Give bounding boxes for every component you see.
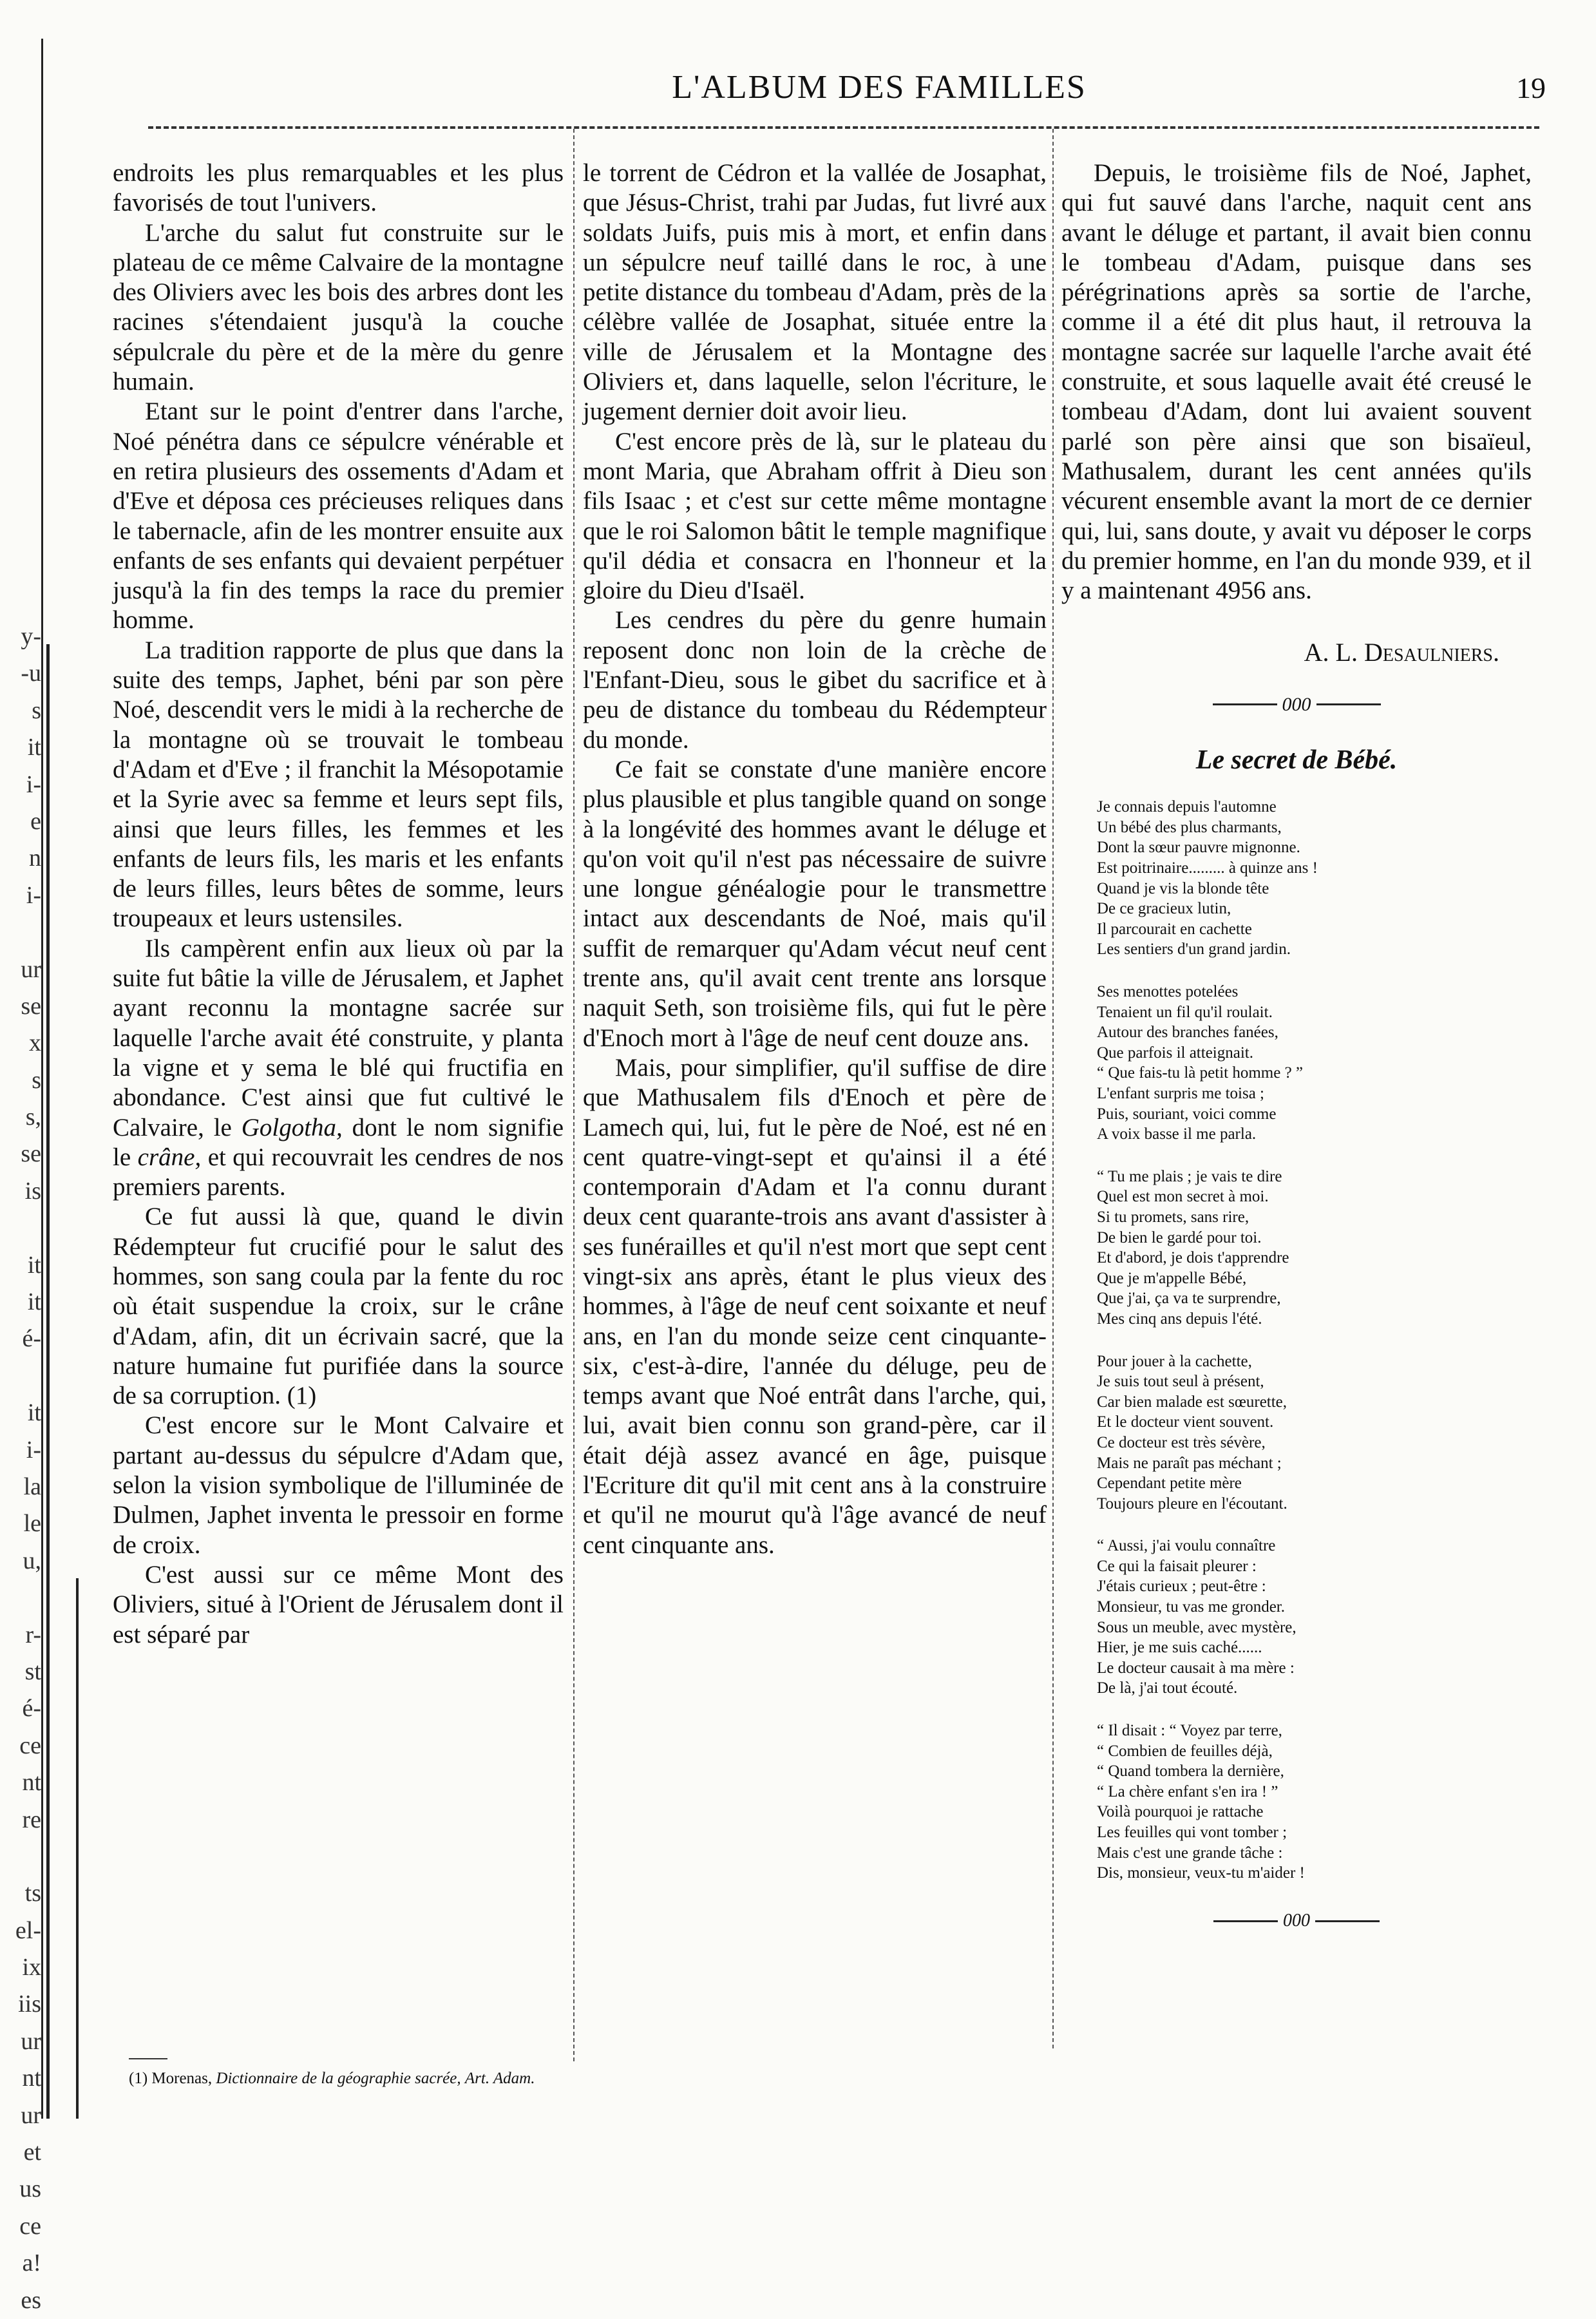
- section-separator: [1061, 689, 1532, 720]
- bleed-fragment: u,: [23, 1547, 41, 1574]
- poem-line: Mes cinq ans depuis l'été.: [1097, 1310, 1262, 1328]
- paragraph: Les cendres du père du genre humain reposent donc non loin de la crèche de l'Enfant-Dieu, sous le gibet du sacrifice et à peu de distance du tombeau du Rédempteur du monde.: [583, 606, 1047, 754]
- poem-line: “ Que fais-tu là petit homme ? ”: [1097, 1064, 1304, 1082]
- bleed-fragment: ur: [21, 2101, 41, 2129]
- poem-line: Que j'ai, ça va te surprendre,: [1097, 1290, 1281, 1308]
- bleed-fragment: ur: [21, 955, 41, 983]
- column-2: [583, 158, 1047, 1560]
- poem-line: Pour jouer à la cachette,: [1097, 1352, 1252, 1370]
- poem-line: “ Aussi, j'ai voulu connaître: [1097, 1537, 1276, 1555]
- bleed-fragment: it: [27, 1399, 41, 1427]
- poem-line: “ Combien de feuilles déjà,: [1097, 1742, 1273, 1760]
- poem-line: Le docteur causait à ma mère :: [1097, 1659, 1295, 1677]
- bleed-fragment: e: [30, 807, 41, 835]
- poem-stanza: [1097, 982, 1532, 1145]
- poem-line: Mais c'est une grande tâche :: [1097, 1844, 1283, 1862]
- bleed-fragment: [1, 1358, 41, 1395]
- bleed-fragment: it: [27, 1288, 41, 1316]
- poem-line: Hier, je me suis caché......: [1097, 1639, 1262, 1657]
- poem-stanza: [1097, 1167, 1532, 1330]
- column-3: [1061, 158, 1532, 1936]
- bleed-fragment: re: [22, 1806, 41, 1833]
- paragraph: Mais, pour simplifier, qu'il suffise de dire que Mathusalem fils d'Enoch et père de Lamech qui, lui, fut le père de Noé, est né en cent quatre-vingt-sept et qu'ainsi il a été contemporain d'Adam et l'a connu durant deux cent quarante-trois ans avant d'assister à ses funérailles et qu'il n'est mort que sept cent vingt-six ans après, étant le plus vieux des hommes, à l'âge de neuf cent soixante et neuf ans, en l'an du monde seize cent cinquante-six, c'est-à-dire, l'année du déluge, peu de temps avant que Noé entrât dans l'arche, qui, lui, avait bien connu son grand-père, car il était déjà assez avancé en âge, puisque l'Ecriture dit qu'il mit cent ans à la construire et qu'il ne mourut qu'à l'âge avancé de neuf cent cinquante ans.: [583, 1053, 1047, 1559]
- paragraph: C'est encore sur le Mont Calvaire et partant au-dessus du sépulcre d'Adam que, selon la vision symbolique de l'illuminée de Dulmen, Japhet inventa le pressoir en forme de croix.: [113, 1411, 564, 1559]
- end-separator: [1061, 1905, 1532, 1936]
- poem-line: Il parcourait en cachette: [1097, 920, 1252, 938]
- bleed-fragment: us: [19, 2175, 41, 2203]
- poem-line: Quel est mon secret à moi.: [1097, 1188, 1269, 1206]
- bleed-fragment: i-: [26, 770, 41, 798]
- poem-line: Si tu promets, sans rire,: [1097, 1208, 1249, 1226]
- poem-line: De bien le gardé pour toi.: [1097, 1228, 1262, 1246]
- poem-line: De ce gracieux lutin,: [1097, 900, 1231, 918]
- bleed-fragment: la: [23, 1473, 41, 1500]
- bleed-fragment: st: [24, 1657, 41, 1685]
- bleed-fragment: i-: [26, 881, 41, 909]
- footnote: [129, 2068, 567, 2089]
- paragraph: Etant sur le point d'entrer dans l'arche, Noé pénétra dans ce sépulcre vénérable et en retira plusieurs des ossements d'Adam et d'Eve et déposa ces précieuses reliques dans le tabernacle, afin de les montrer ensuite aux enfants de ses enfants qui devaient perpétuer jusqu'à la fin des temps la race du premier homme.: [113, 397, 564, 635]
- text: Ils campèrent enfin aux lieux où par la suite fut bâtie la ville de Jérusalem, et Japhet ayant reconnu la montagne sacrée sur laquelle l'arche avait été construite, y planta la vigne et y sema le blé qui fructifia en abondance. C'est ainsi que fut cultivé le Calvaire, le: [113, 934, 564, 1141]
- poem-line: Dont la sœur pauvre mignonne.: [1097, 839, 1300, 857]
- bleed-fragment: é-: [22, 1325, 41, 1353]
- bleed-fragment: le: [23, 1510, 41, 1538]
- bleed-fragment: [1, 1210, 41, 1246]
- paragraph: La tradition rapporte de plus que dans la suite des temps, Japhet, béni par son père Noé, descendit vers le midi à la recherche de la montagne où se trouvait le tombeau d'Adam et d'Eve ; il franchit la Mésopotamie et la Syrie avec sa femme et leurs sept fils, ainsi que leurs filles, les femmes et les enfants de leurs fils, les maris et les enfants de leurs filles, leurs bêtes de somme, leurs troupeaux et leurs ustensiles.: [113, 636, 564, 933]
- separator-line: [1213, 1920, 1278, 1922]
- bleed-fragment: ur: [21, 2027, 41, 2055]
- poem-line: Puis, souriant, voici comme: [1097, 1105, 1277, 1123]
- bleed-fragment: a!: [22, 2249, 41, 2277]
- poem-line: Les sentiers d'un grand jardin.: [1097, 940, 1291, 959]
- poem-line: Autour des branches fanées,: [1097, 1024, 1278, 1042]
- bleed-fragment: r-: [25, 1621, 41, 1648]
- bleed-fragment: it: [27, 1251, 41, 1279]
- poem-title: Le secret de Bébé.: [1195, 745, 1398, 775]
- author-signature: A. L. Desaulniers.: [1304, 638, 1499, 667]
- header-rule: [148, 126, 1539, 129]
- poem-line: Toujours pleure en l'écoutant.: [1097, 1494, 1287, 1513]
- poem-line: Je connais depuis l'automne: [1097, 798, 1277, 816]
- bleed-fragment: ce: [19, 1732, 41, 1759]
- paragraph: [113, 934, 564, 1203]
- footnote-entry: Art. Adam.: [464, 2070, 535, 2087]
- publication-title: L'ALBUM DES FAMILLES: [672, 69, 1087, 106]
- poem-line: “ La chère enfant s'en ira ! ”: [1097, 1782, 1278, 1800]
- paragraph: L'arche du salut fut construite sur le plateau de ce même Calvaire de la montagne des Oliviers avec les bois des arbres dont les racines s'étendaient jusqu'à la couche sépulcrale du père et de la mère du genre humain.: [113, 218, 564, 396]
- poem-line: Que parfois il atteignait.: [1097, 1044, 1253, 1062]
- poem-line: Monsieur, tu vas me gronder.: [1097, 1598, 1286, 1616]
- separator-mark: 000: [1283, 1911, 1310, 1931]
- poem-line: Ce docteur est très sévère,: [1097, 1433, 1266, 1451]
- separator-line: [1316, 703, 1381, 705]
- poem-line: Un bébé des plus charmants,: [1097, 818, 1282, 836]
- bleed-fragment: x: [29, 1029, 41, 1057]
- separator-mark: 000: [1282, 693, 1311, 715]
- poem-line: Sous un meuble, avec mystère,: [1097, 1618, 1297, 1636]
- margin-rule: [41, 39, 43, 2119]
- bleed-fragment: -u: [21, 660, 41, 687]
- bleed-fragment: s: [32, 696, 41, 724]
- text: dont le nom signifie le: [113, 1113, 564, 1171]
- margin-rule: [76, 1578, 79, 2119]
- poem-stanza: [1097, 1536, 1532, 1699]
- bleed-fragment: [1, 1838, 41, 1875]
- separator-line: [1213, 703, 1277, 705]
- footnote-rule: [129, 2058, 167, 2059]
- bleed-fragment: se: [21, 1140, 41, 1168]
- bleed-fragment: ts: [24, 1880, 41, 1907]
- footnote-source: Dictionnaire de la géographie sacrée,: [216, 2070, 461, 2087]
- poem-line: Tenaient un fil qu'il roulait.: [1097, 1003, 1273, 1021]
- bleed-fragment: [1, 1579, 41, 1616]
- poem-line: Que je m'appelle Bébé,: [1097, 1269, 1247, 1287]
- text: et qui recouvrait les cendres de nos premiers parents.: [113, 1143, 564, 1201]
- paragraph: Depuis, le troisième fils de Noé, Japhet, qui fut sauvé dans l'arche, naquit cent ans avant le déluge et partant, il avait bien connu le tombeau d'Adam, puisque dans ses pérégrinations après sa sortie de l'arche, comme il a été dit plus haut, il retrouva la montagne sacrée sur laquelle l'arche avait été construite, et sous laquelle avait été creusé le tombeau d'Adam, dont lui avaient souvent parlé son père ainsi que son bisaïeul, Mathusalem, durant les cent années qu'ils vécurent ensemble avant la mort de ce dernier qui, lui, sans doute, y avait vu déposer le corps du premier homme, en l'an du monde 939, et il y a maintenant 4956 ans.: [1061, 159, 1532, 605]
- bleed-fragment: s,: [25, 1103, 41, 1131]
- bleed-fragment: y-: [21, 623, 41, 650]
- poem-line: Ses menottes potelées: [1097, 983, 1239, 1001]
- bleed-fragment: ce: [19, 2212, 41, 2240]
- bleed-fragment: nt: [22, 1769, 41, 1797]
- poem-line: “ Tu me plais ; je vais te dire: [1097, 1167, 1282, 1185]
- poem-stanza: [1097, 1721, 1532, 1884]
- poem-line: Voilà pourquoi je rattache: [1097, 1803, 1264, 1821]
- poem-line: A voix basse il me parla.: [1097, 1125, 1257, 1143]
- column-1: [113, 158, 564, 1650]
- bleed-fragment: ix: [22, 1954, 41, 1981]
- bleed-fragment: nt: [22, 2065, 41, 2092]
- bleed-fragment: es: [21, 2286, 41, 2314]
- binding-margin: [0, 0, 97, 2314]
- poem-line: De là, j'ai tout écouté.: [1097, 1679, 1238, 1697]
- poem-line: “ Quand tombera la dernière,: [1097, 1762, 1284, 1780]
- adjacent-page-bleed: [1, 618, 41, 2319]
- poem-line: Mais ne paraît pas méchant ;: [1097, 1454, 1282, 1472]
- poem-line: Car bien malade est sœurette,: [1097, 1393, 1287, 1411]
- poem-line: Dis, monsieur, veux-tu m'aider !: [1097, 1864, 1305, 1882]
- paragraph: Ce fut aussi là que, quand le divin Rédempteur fut crucifié pour le salut des hommes, son sang coula par la fente du roc où était suspendue la croix, sur le crâne d'Adam, afin, dit un écrivain sacré, que la nature humaine fut purifiée dans la source de sa corruption. (1): [113, 1203, 564, 1410]
- page-header: [129, 68, 1546, 120]
- paragraph: C'est encore près de là, sur le plateau du mont Maria, que Abraham offrit à Dieu son fils Isaac ; et c'est sur cette même montagne que le roi Salomon bâtit le temple magnifique qu'il dédia et consacra en l'honneur et la gloire du Dieu d'Isaël.: [583, 427, 1047, 605]
- bleed-fragment: iis: [18, 1990, 41, 2018]
- page-number: 19: [1516, 72, 1546, 104]
- bleed-fragment: i-: [26, 1436, 41, 1464]
- poem-line: Ce qui la faisait pleurer :: [1097, 1557, 1257, 1575]
- paragraph: le torrent de Cédron et la vallée de Josaphat, que Jésus-Christ, trahi par Judas, fut livré aux soldats Juifs, puis mis à mort, et enfin dans un sépulcre neuf taillé dans le roc, à une petite distance du tombeau d'Adam, près de la célèbre vallée de Josaphat, située entre la ville de Jérusalem et la Montagne des Oliviers et, dans laquelle, selon l'écriture, le jugement dernier doit avoir lieu.: [583, 159, 1047, 426]
- poem-line: Je suis tout seul à présent,: [1097, 1373, 1264, 1391]
- bleed-fragment: n: [29, 845, 41, 872]
- poem-line: Et d'abord, je dois t'apprendre: [1097, 1249, 1289, 1267]
- bleed-fragment: s: [32, 1066, 41, 1094]
- poem-line: Et le docteur vient souvent.: [1097, 1413, 1274, 1431]
- bleed-fragment: el-: [15, 1916, 41, 1944]
- bleed-fragment: is: [24, 1177, 41, 1205]
- paragraph: C'est aussi sur ce même Mont des Oliviers, situé à l'Orient de Jérusalem dont il est séparé par: [113, 1560, 564, 1648]
- footnote-mark: (1) Morenas,: [129, 2070, 213, 2087]
- column-divider: [573, 129, 575, 2061]
- poem-stanza: [1097, 797, 1532, 960]
- poem-line: Cependant petite mère: [1097, 1474, 1242, 1493]
- column-divider: [1052, 129, 1054, 2048]
- poem-stanza: [1097, 1351, 1532, 1514]
- bleed-fragment: it: [27, 734, 41, 761]
- poem-line: L'enfant surpris me toisa ;: [1097, 1085, 1264, 1103]
- paragraph: endroits les plus remarquables et les plus favorisés de tout l'univers.: [113, 159, 564, 217]
- italic-term: Golgotha,: [241, 1113, 343, 1141]
- margin-rule: [46, 644, 50, 2119]
- poem-line: Est poitrinaire......... à quinze ans !: [1097, 859, 1318, 877]
- poem-line: Quand je vis la blonde tête: [1097, 879, 1269, 897]
- bleed-fragment: [1, 914, 41, 951]
- poem: [1061, 797, 1532, 1884]
- bleed-fragment: et: [23, 2139, 41, 2166]
- bleed-fragment: se: [21, 992, 41, 1020]
- poem-line: “ Il disait : “ Voyez par terre,: [1097, 1722, 1282, 1740]
- paragraph: Ce fait se constate d'une manière encore plus plausible et plus tangible quand on songe à la longévité des hommes avant le déluge et qu'on voit qu'il n'est pas nécessaire de suivre une longue généalogie pour le transmettre intact aux descendants de Noé, mais qu'il suffit de remarquer qu'Adam vécut neuf cent trente ans, qu'il avait cent trente ans lorsque naquit Seth, son troisième fils, qui fut le père d'Enoch mort à l'âge de neuf cent douze ans.: [583, 755, 1047, 1052]
- poem-line: Les feuilles qui vont tomber ;: [1097, 1824, 1287, 1842]
- italic-term: crâne,: [137, 1143, 202, 1171]
- poem-line: J'étais curieux ; peut-être :: [1097, 1578, 1266, 1596]
- separator-line: [1315, 1920, 1380, 1922]
- bleed-fragment: é-: [22, 1695, 41, 1723]
